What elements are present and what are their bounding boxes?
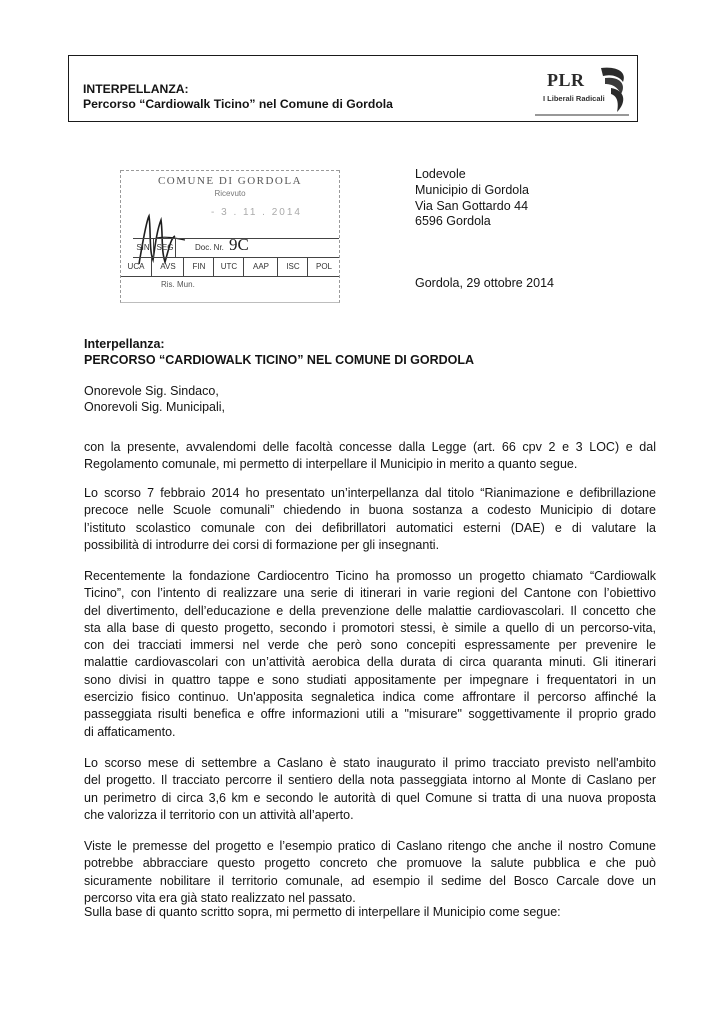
stamp-dept-fin: FIN [183,258,214,276]
stamp-cell-seg: SEG [153,239,176,257]
body-paragraph [84,485,656,554]
paragraph-line: passeggiata risulti benefica e offre informazioni utili a "misurare" soggettivamente il proprio grado [84,707,656,722]
header-title: INTERPELLANZA: [83,82,189,96]
subject-title: PERCORSO “CARDIOWALK TICINO” NEL COMUNE DI GORDOLA [84,353,475,367]
stamp-dept-pol: POL [307,258,340,276]
paragraph-line: del divertimento, dell’educazione e della prevenzione delle malattie cardiovascolari. Il concetto che [84,603,656,618]
logo-text: PLR [547,70,585,90]
paragraph-line: Lo scorso 7 febbraio 2014 ho presentato un’interpellanza dal titolo “Rianimazione e defibrillazione [84,486,656,500]
recipient-address [415,167,529,230]
address-line: Municipio di Gordola [415,182,529,197]
paragraph-line: percorso vita era già stato realizzato nel passato. [84,890,356,905]
salutation-line: Onorevole Sig. Sindaco, [84,384,219,398]
stamp-document-row [133,235,339,258]
paragraph-line: con la presente, avvalendomi delle facoltà concesse dalla Legge (art. 66 cpv 2 e 3 LOC) e dal [84,440,656,454]
paragraph-line: Regolamento comunale, mi permetto di interpellare il Municipio in merito a quanto segue. [84,457,578,472]
paragraph-line: sta alla base di questo progetto, secondo i promotori stessi, è simile a quello di un percorso-vita, [84,620,656,635]
stamp-received-label: Ricevuto [214,189,246,198]
paragraph-line: un perimetro di circa 3,6 km e secondo le autorità di quel Comune si tratta di una nuova proposta [84,790,656,805]
paragraph-line: esercizio fisico continuo. Un'apposita segnaletica indica come affrontare il percorso affinché la [84,690,656,705]
stamp-footer: Ris. Mun. [161,280,195,289]
stamp-cell-divider [175,239,177,257]
body-paragraph [84,568,656,741]
stamp-title: COMUNE DI GORDOLA [157,175,303,187]
paragraph-line: malattie cardiovascolari con un’attività aerobica della durata di circa quaranta minuti. Gli itinerari [84,655,656,670]
stamp-date: - 3 . 11 . 2014 [211,207,302,218]
salutation-line: Onorevoli Sig. Municipali, [84,400,226,414]
stamp-dept-isc: ISC [277,258,308,276]
paragraph-line: possibilità di introdurre dei corsi di formazione per gli insegnanti. [84,537,440,552]
party-logo [531,62,635,122]
body-paragraph [84,838,656,907]
paragraph-line: Sulla base di quanto scritto sopra, mi permetto di interpellare il Municipio come segue: [84,905,561,919]
stamp-cell-sin: SIN [136,243,150,252]
stamp-dept-avs: AVS [151,258,184,276]
paragraph-line: di affaticamento. [84,724,176,739]
stamp-dept-uca: UCA [127,262,145,271]
paragraph-line: sono divisi in quattro tappe e sono studiati appositamente per impegnare i frequentatori in un [84,672,656,687]
subject-label: Interpellanza: [84,337,165,351]
stamp-department-row [121,258,339,277]
address-line: Via San Gottardo 44 [415,198,529,213]
stamp-doc-label: Doc. Nr. [195,243,224,252]
place-and-date: Gordola, 29 ottobre 2014 [415,276,554,290]
paragraph-line: l’istituto scolastico comunale con dei defibrillatori automatici esterni (DAE) e di valutare la [84,520,656,535]
body-paragraph [84,904,656,921]
body-paragraph [84,439,656,474]
stamp-dept-utc: UTC [213,258,244,276]
body-paragraph [84,755,656,824]
paragraph-line: con dei tracciati immersi nel verde che però sono concepiti espressamente per prevenire le [84,638,656,653]
paragraph-line: Viste le premesse del progetto e l’esempio pratico di Caslano ritengo che anche il nostro Comune [84,839,656,853]
logo-tagline: I Liberali Radicali [543,94,605,103]
address-line: 6596 Gordola [415,214,491,229]
paragraph-line: Ticino”, con l’intento di realizzare una serie di itinerari in varie regioni del Cantone con l’obiettivo [84,586,656,601]
paragraph-line: potrebbe abbracciare questo progetto concreto che promuove la salute pubblica e che può [84,856,656,871]
protocol-stamp [120,170,340,303]
stamp-doc-number: 9C [229,235,249,254]
paragraph-line: del progetto. Il tracciato percorre il sentiero della nota passeggiata intorno al Monte di Caslano per [84,773,656,788]
paragraph-line: che valorizza il territorio con un attività all’aperto. [84,807,354,822]
paragraph-line: sicuramente nobilitare il territorio comunale, ad esempio il sedime del Bosco Carcale dove un [84,873,656,888]
salutation [84,383,225,415]
header-subtitle: Percorso “Cardiowalk Ticino” nel Comune di Gordola [83,97,393,111]
paragraph-line: Recentemente la fondazione Cardiocentro Ticino ha promosso un progetto chiamato “Cardiowalk [84,569,656,583]
address-line: Lodevole [415,167,466,181]
paragraph-line: precoce nelle Scuole comunali” chiedendo in buona sostanza a codesto Municipio di dotare [84,503,656,518]
paragraph-line: Lo scorso mese di settembre a Caslano è stato inaugurato il primo tracciato previsto nell'ambito [84,756,656,770]
stamp-top-border [121,170,339,171]
document-header [68,55,638,122]
stamp-dept-aap: AAP [243,258,278,276]
